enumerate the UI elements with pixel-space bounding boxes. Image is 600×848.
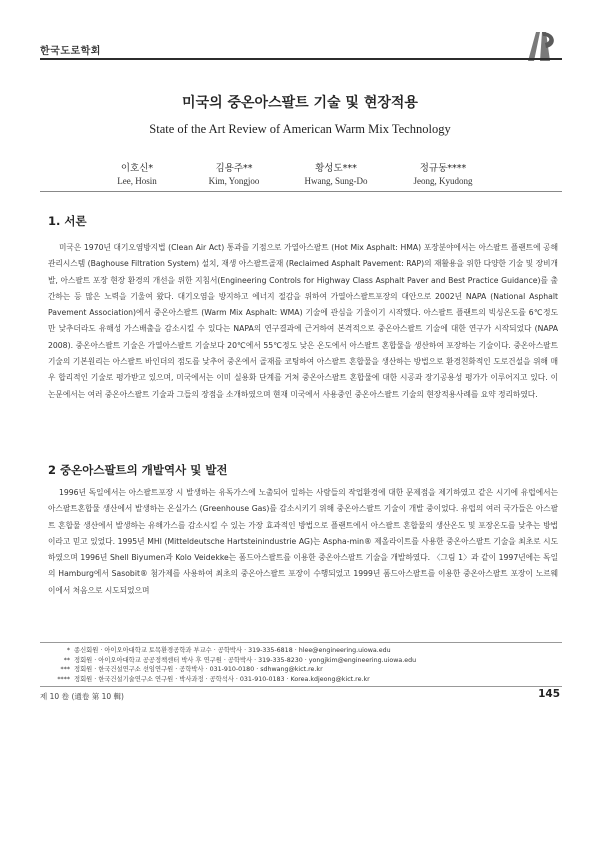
footer-divider — [40, 686, 562, 687]
footnote-divider — [40, 642, 562, 643]
author-english-name: Jeong, Kyudong — [413, 176, 473, 186]
section-heading-history: 2 중온아스팔트의 개발역사 및 발전 — [48, 463, 228, 477]
section-paragraph-history: 1996년 독일에서는 아스팔트포장 시 발생하는 유독가스에 노출되어 일하는 사람들의 작업환경에 대한 문제점을 제기하였고 같은 시기에 유럽에서는 아스팔트혼합물 생산에서 발생하는 온실가스 (Greenhouse Gas)를 감소시키기 위해 중온아스팔트 기술이 개발 중이었다. 유럽의 여러 국가들은 아스팔트 혼합물 생산에서 발생하는 유해가스를 감소시킬 수 있는 가장 효과적인 방법으로 플랜트에서 아스팔트 혼합물의 생산온도 및 포장온도를 낮추는 방법이라고 믿고 있었다. 1995년 MHI (Mitteldeutsche Hartsteinindustrie AG)는 Aspha-min® 제올라이트를 사용한 중온아스팔트 기술을 최초로 시도하였으며 1996년 Shell Biyumen과 Kolo Veidekke는 폼드아스팔트를 이용한 중온아스팔트 기술을 개발하였다. 〈그림 1〉과 같이 1997년에는 독일의 Hamburg에서 Sasobit® 첨가제를 사용하여 최초의 중온아스팔트 포장이 수행되었고 1999년 폼드아스팔트를 이용한 중온아스팔트 포장이 노르웨이에서 처음으로 시도되었으며 — [48, 488, 558, 595]
section-heading-introduction: 1. 서론 — [48, 214, 87, 228]
paper-title: 미국의 중온아스팔트 기술 및 현장적용 — [182, 95, 418, 111]
author-korean-name: 정규동**** — [419, 163, 467, 174]
journal-name: 한국도로학회 — [40, 46, 101, 57]
author — [276, 160, 396, 186]
footnotes — [52, 646, 562, 684]
footnote: ** 정회원 · 아이오아대학교 공공정책센터 박사 후 연구원 · 공학박사 · 319-335-8230 · yongjkim@engineering.uiowa.edu — [63, 656, 417, 664]
author-korean-name: 김용주** — [215, 163, 253, 174]
page-number: 145 — [538, 688, 560, 700]
footnote: *** 정회원 · 한국건설연구소 선임연구원 · 공학박사 · 031-910-0180 · sdhwang@kict.re.kr — [60, 666, 323, 674]
author-korean-name: 황성도*** — [315, 163, 357, 174]
author-english-name: Kim, Yongjoo — [208, 176, 260, 186]
authors-divider — [40, 191, 562, 192]
footnote: **** 정회원 · 한국건설기술연구소 연구원 · 박사과정 · 공학석사 · 031-910-0183 · Korea.kdjeong@kict.re.kr — [57, 675, 370, 683]
footnote: * 종신회원 · 아이오아대학교 토목환경공학과 부교수 · 공학박사 · 319-335-6818 · hlee@engineering.uiowa.edu — [66, 647, 391, 654]
author-english-name: Lee, Hosin — [117, 176, 157, 186]
volume-info: 제 10 卷 (通卷 第 10 輯) — [40, 692, 124, 701]
header-divider — [40, 58, 562, 60]
author — [383, 160, 503, 186]
paper-subtitle: State of the Art Review of American Warm Mix Technology — [149, 122, 451, 136]
section-paragraph-introduction: 미국은 1970년 대기오염방지법 (Clean Air Act) 통과를 기점으로 가열아스팔트 (Hot Mix Asphalt: HMA) 포장분야에서는 아스팔트 플랜트에 공해관리시스템 (Baghouse Filtration System) 설치, 재생 아스팔트골재 (Reclaimed Asphalt Pavement: RAP)의 재활용을 위한 다양한 기술 및 장비개발, 아스팔트 포장 현장 환경의 개선을 위한 지침서(Engineering Controls for Highway Class Asphalt Paver and Best Practice Guidance)를 출간하는 등 많은 노력을 기울여 왔다. 대기오염을 방지하고 에너지 절감을 위하여 가열아스팔트포장의 대안으로 2002년 NAPA (National Asphalt Pavement Association)에서 중온아스팔트 (Warm Mix Asphalt: WMA) 기술에 관심을 기울이기 시작했다. 아스팔트 플랜트의 빅싱온도를 6℃정도만 낮추더라도 유해성 가스배출을 감소시킬 수 있다는 NAPA의 연구결과에 근거하여 본격적으로 중온아스팔트 기술에 대한 연구가 시작되었다 (NAPA 2008). 중온아스팔트 기술은 가열아스팔트 기술보다 20℃에서 55℃정도 낮은 온도에서 아스팔트 혼합물을 생산하여 포장하는 기술이다. 중온아스팔트 기술의 기본원리는 아스팔트 바인더의 점도를 낮추어 중온에서 골재를 코팅하여 아스팔트 혼합물을 생산하는 방법으로 환경친화적인 도로건설을 위해 매우 합리적인 기술로 평가받고 있으며, 미국에서는 이미 실용화 단계를 거쳐 중온아스팔트 혼합물에 대한 시공과 장기공용성 평가가 이루어지고 있다. 이 논문에서는 여러 중온아스팔트 기술과 그들의 장점을 소개하였으며 현재 미국에서 사용중인 중온아스팔트 기술의 현장적용사례를 요약 정리하였다. — [48, 243, 558, 399]
author-english-name: Hwang, Sung-Do — [304, 176, 368, 186]
journal-road-logo-icon — [520, 28, 560, 62]
author-korean-name: 이호신* — [120, 163, 154, 174]
